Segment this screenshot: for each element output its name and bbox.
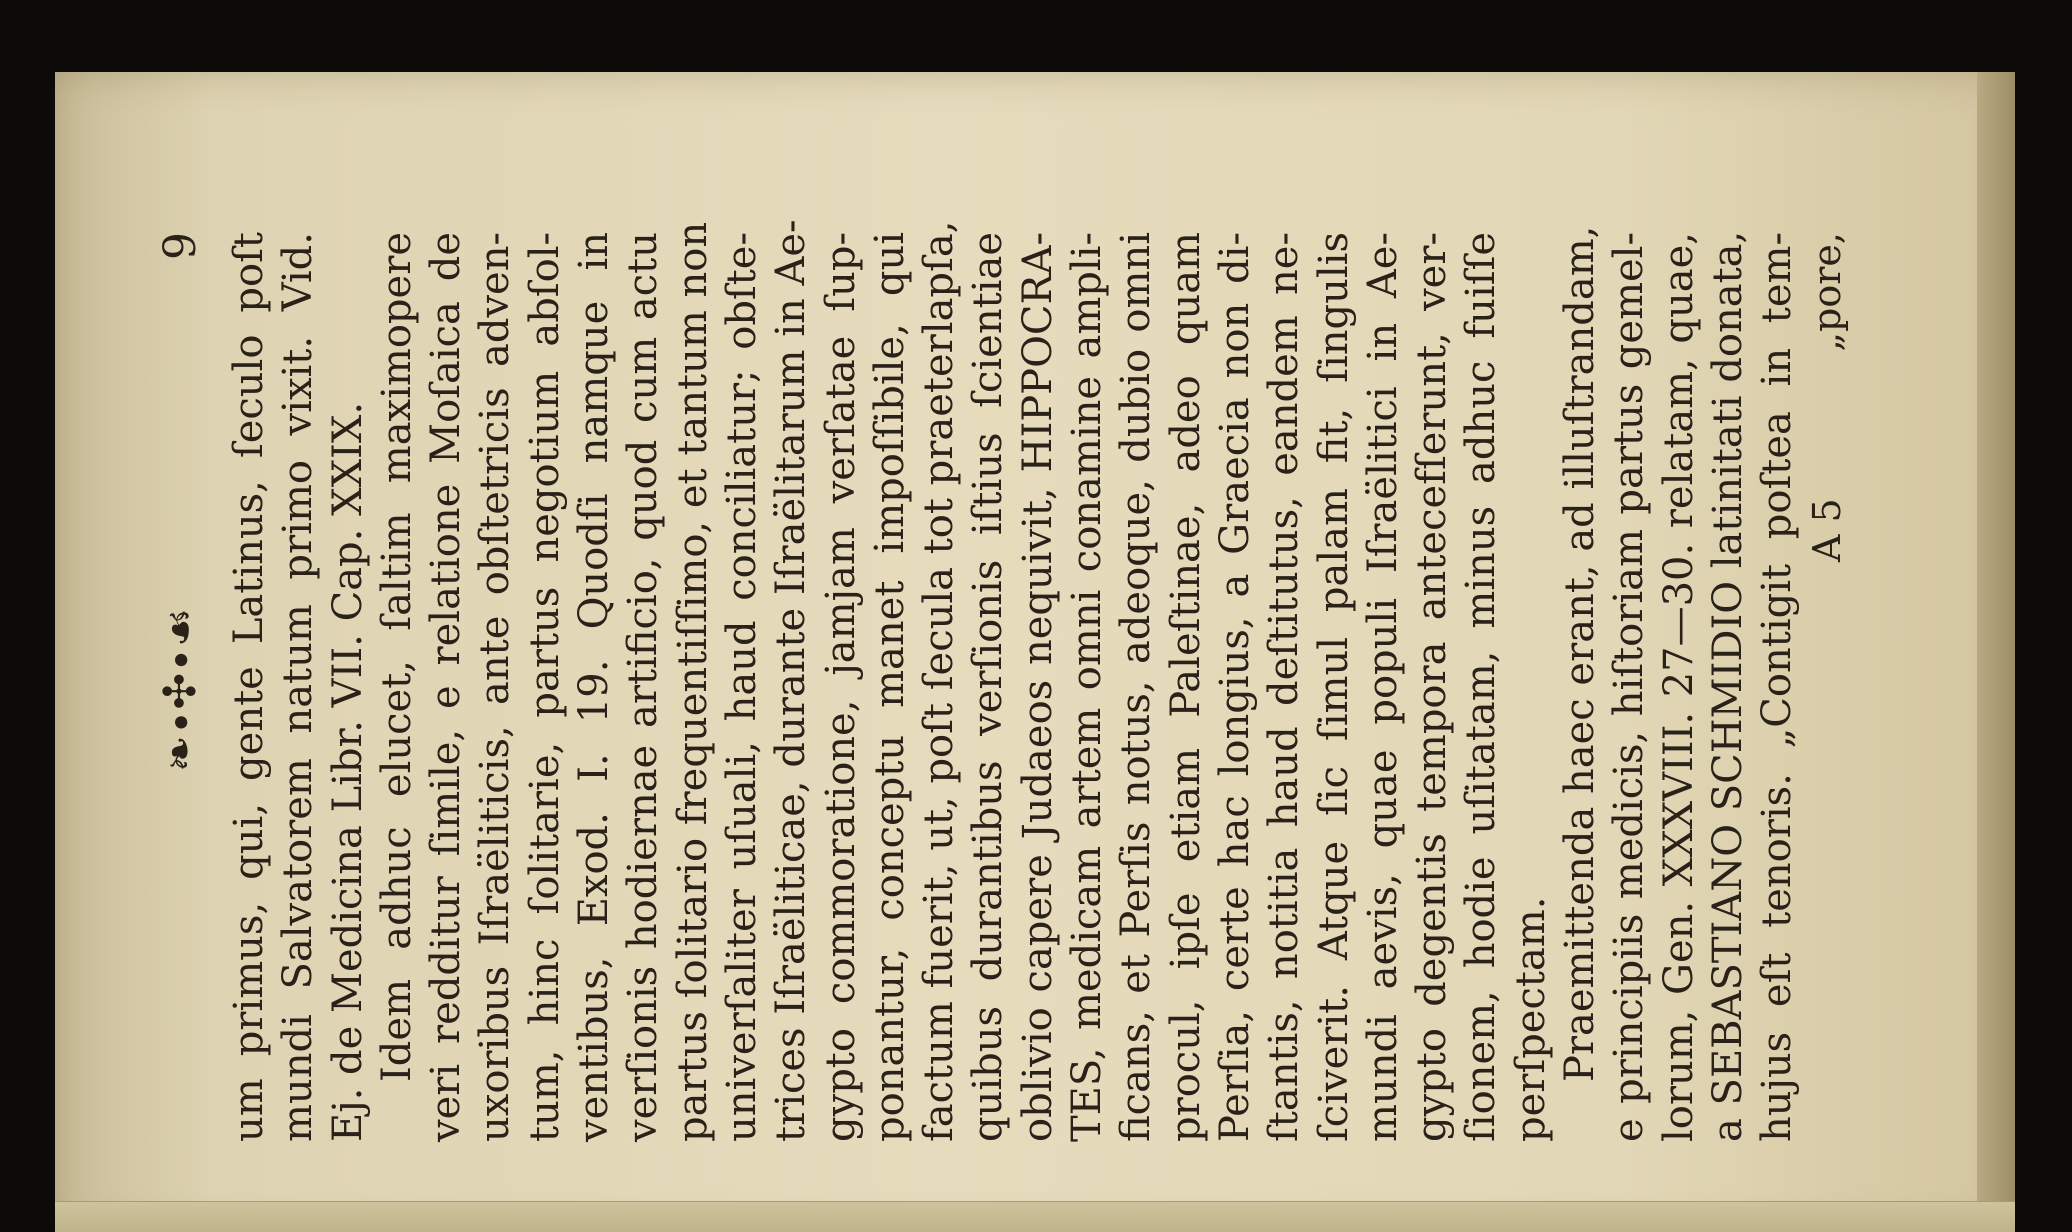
paper-page bbox=[55, 72, 2015, 1232]
signature-mark: A 5 bbox=[1804, 498, 1849, 562]
text-line: veri redditur ſimile, e relatione Moſaica de bbox=[423, 232, 470, 1142]
text-line: procul, ipſe etiam Paleſtinae, adeo quam bbox=[1162, 232, 1209, 1142]
text-line: Praemittenda haec erant, ad illuſtrandam, bbox=[1557, 225, 1604, 1082]
rotated-text-block bbox=[155, 219, 1875, 1202]
text-line: um primus, qui, gente Latinus, ſeculo poſt bbox=[226, 232, 272, 1142]
text-line: ſciverit. Atque ſic ſimul palam fit, ſingulis bbox=[1310, 232, 1357, 1142]
text-line: oblivio capere Judaeos nequivit, HIPPOCRA- bbox=[1014, 232, 1061, 1142]
catchword: „pore, bbox=[1804, 232, 1849, 352]
text-line: partus ſolitario frequentiſſimo, et tantum non bbox=[669, 221, 716, 1142]
text-line: ſionem, hodie uſitatam, minus adhuc fuiſſe bbox=[1458, 232, 1505, 1142]
text-line: quibus durantibus verſionis iſtius ſcientiae bbox=[965, 232, 1012, 1142]
page-footer bbox=[1803, 222, 1863, 1202]
text-line: ſtantis, notitia haud deſtitutus, eandem ne- bbox=[1261, 232, 1308, 1142]
text-line: factum fuerit, ut, poſt ſecula tot praeterlapſa, bbox=[916, 220, 963, 1142]
page-edge bbox=[1977, 72, 2015, 1232]
text-line: uxoribus Iſraëliticis, ante obſtetricis adven- bbox=[472, 232, 519, 1142]
body-text bbox=[225, 219, 1803, 1202]
text-line: TES, medicam artem omni conamine ampli- bbox=[1064, 232, 1111, 1142]
text-line: a SEBASTIANO SCHMIDIO latinitati donata, bbox=[1704, 230, 1751, 1142]
text-line: lorum, Gen. XXXVIII. 27—30. relatam, quae, bbox=[1655, 232, 1702, 1142]
text-line: perſpectam. bbox=[1507, 896, 1554, 1142]
next-page-strip bbox=[55, 1201, 2015, 1232]
text-line: Ej. de Medicina Libr. VII. Cap. XXIX. bbox=[324, 401, 371, 1142]
text-line: e principiis medicis, hiſtoriam partus gemel- bbox=[1606, 232, 1653, 1142]
text-line: gypto commoratione, jamjam verſatae ſup- bbox=[817, 232, 864, 1142]
text-line: ficans, et Perſis notus, adeoque, dubio omni bbox=[1113, 232, 1160, 1142]
page-header bbox=[155, 222, 215, 1202]
text-line: univerſaliter uſuali, haud conciliatur; obſte- bbox=[718, 232, 765, 1142]
text-line: verſionis hodiernae artificio, quod cum actu bbox=[620, 232, 667, 1142]
text-line: ponantur, conceptu manet impoſſibile, qui bbox=[866, 232, 913, 1142]
text-line: Idem adhuc elucet, ſaltim maximopere bbox=[373, 232, 420, 1082]
text-line: trices Iſraëliticae, durante Iſraëlitarum in Ae- bbox=[768, 219, 815, 1142]
ornament-icon: ❧∙✣∙☙ bbox=[155, 605, 206, 772]
text-line: tum, hinc ſolitarie, partus negotium abſol- bbox=[521, 232, 568, 1142]
text-line: hujus eſt tenoris. „Contigit poſtea in tem- bbox=[1754, 232, 1801, 1142]
text-line: Perſia, certe hac longius, a Graecia non di- bbox=[1211, 232, 1258, 1142]
text-line: mundi aevis, quae populi Iſraëlitici in Ae- bbox=[1359, 232, 1406, 1142]
text-line: ventibus, Exod. I. 19. Quodſi namque in bbox=[571, 232, 618, 1142]
page-number: 9 bbox=[155, 232, 206, 260]
text-line: gypto degentis tempora antecefſerunt, ver- bbox=[1409, 232, 1456, 1142]
text-line: mundi Salvatorem natum primo vixit. Vid. bbox=[275, 232, 322, 1142]
